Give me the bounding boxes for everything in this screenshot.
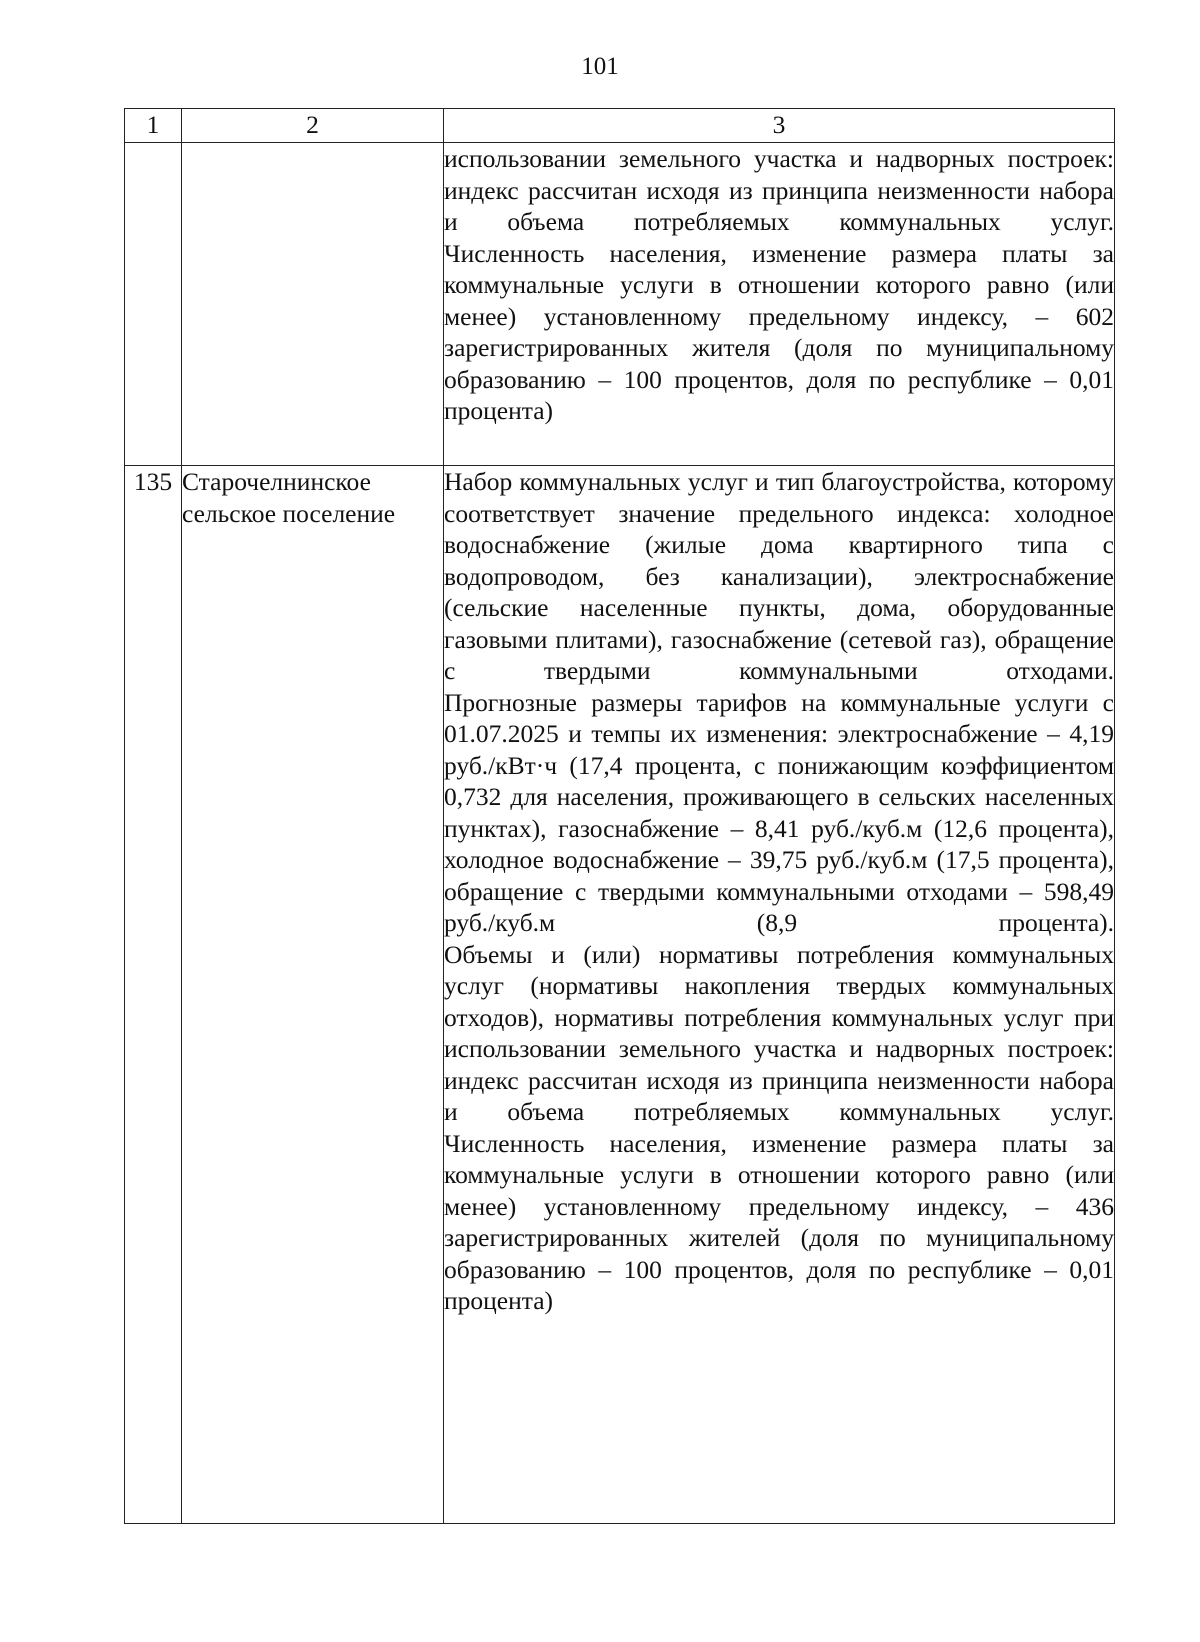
municipality-name-cell: Старочелнинское сельское поселение — [182, 466, 444, 1524]
page-number: 101 — [581, 53, 619, 80]
continuation-number-cell — [125, 143, 182, 466]
paragraph: Численность населения, изменение размера платы за коммунальные услуги в отношении которого равно (или менее) установленному предельному индексу, – 602 зарегистрированных жителя (доля по муниципальному образованию – 100 процентов, доля по республике – 0,01 процента) — [444, 238, 1114, 425]
table-row-135 — [125, 466, 1115, 1524]
header-col-3: 3 — [444, 109, 1115, 143]
table-header-row — [125, 109, 1115, 143]
paragraph: Прогнозные размеры тарифов на коммунальные услуги с 01.07.2025 и темпы их изменения: электроснабжение – 4,19 руб./кВт·ч (17,4 процента, с понижающим коэффициентом 0,732 для населения, проживающего в сельских населенных пунктах), газоснабжение – 8,41 руб./куб.м (12,6 процента), холодное водоснабжение – 39,75 руб./куб.м (17,5 процента), обращение с твердыми коммунальными отходами – 598,49 руб./куб.м (8,9 процента). — [444, 687, 1114, 937]
row-number-cell: 135 — [125, 466, 182, 1524]
paragraph: Набор коммунальных услуг и тип благоустройства, которому соответствует значение предельного индекса: холодное водоснабжение (жилые дома квартирного типа с водопроводом, без канализации), электроснабжение (сельские населенные пункты, дома, оборудованные газовыми плитами), газоснабжение (сетевой газ), обращение с твердыми коммунальными отходами. — [444, 467, 1114, 685]
paragraph: использовании земельного участка и надворных построек: индекс рассчитан исходя из принципа неизменности набора и объема потребляемых коммунальных услуг. — [444, 144, 1114, 236]
paragraph: Объемы и (или) нормативы потребления коммунальных услуг (нормативы накопления твердых коммунальных отходов), нормативы потребления коммунальных услуг при использовании земельного участка и надворных построек: индекс рассчитан исходя из принципа неизменности набора и объема потребляемых коммунальных услуг. — [444, 939, 1114, 1126]
continuation-name-cell — [182, 143, 444, 466]
table-row-continuation — [125, 143, 1115, 466]
row-text-cell — [444, 466, 1115, 1524]
header-col-2: 2 — [182, 109, 444, 143]
header-col-1: 1 — [125, 109, 182, 143]
continuation-text-cell — [444, 143, 1115, 466]
paragraph: Численность населения, изменение размера платы за коммунальные услуги в отношении которого равно (или менее) установленному предельному индексу, – 436 зарегистрированных жителей (доля по муниципальному образованию – 100 процентов, доля по республике – 0,01 процента) — [444, 1128, 1114, 1315]
tariff-table — [124, 108, 1115, 1524]
